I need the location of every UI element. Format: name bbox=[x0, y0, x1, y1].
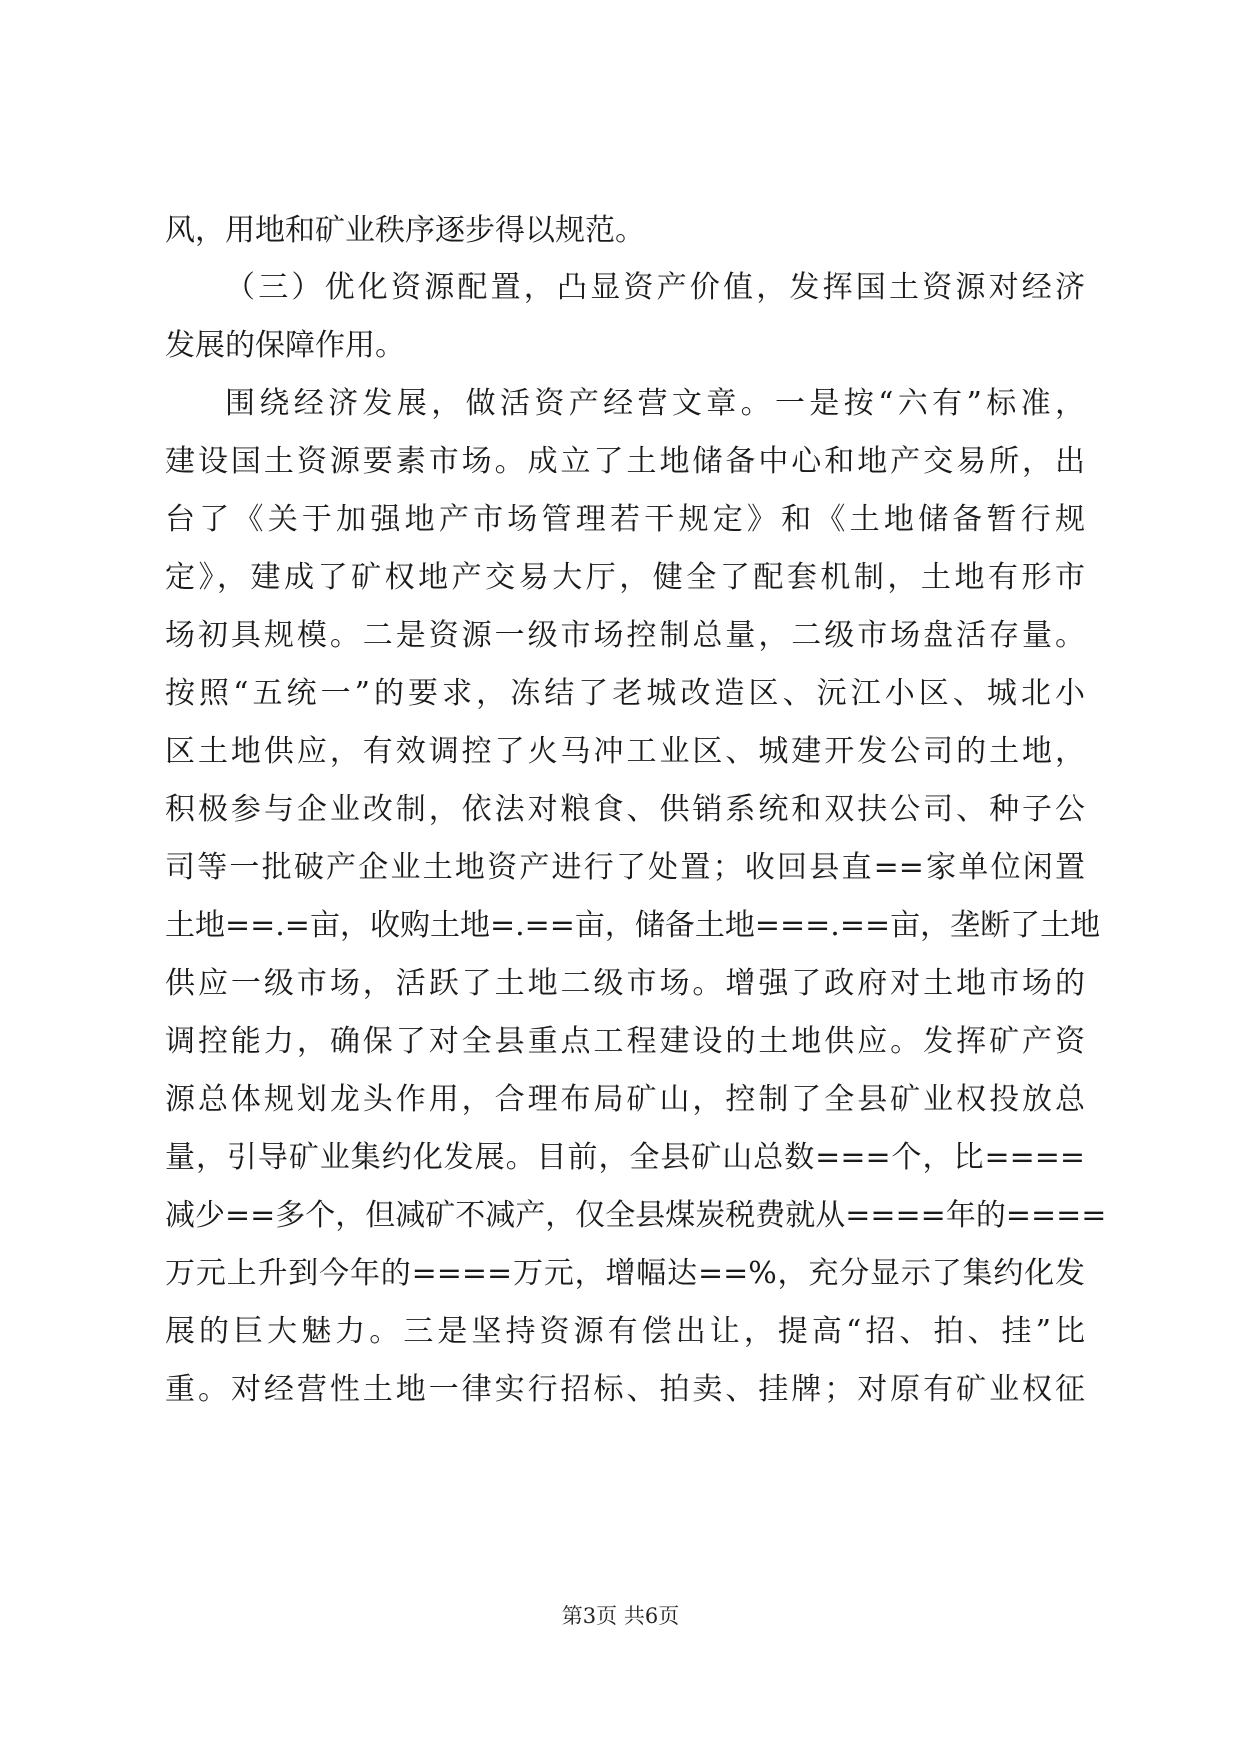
body-text-line: 调控能力，确保了对全县重点工程建设的土地供应。发挥矿产资 bbox=[165, 1024, 1085, 1059]
body-text-line: 建设国土资源要素市场。成立了土地储备中心和地产交易所，出 bbox=[165, 444, 1085, 479]
body-text-line: 按照“五统一”的要求，冻结了老城改造区、沅江小区、城北小 bbox=[165, 676, 1085, 711]
body-text-line: 供应一级市场，活跃了土地二级市场。增强了政府对土地市场的 bbox=[165, 966, 1085, 1001]
body-text-line: 场初具规模。二是资源一级市场控制总量，二级市场盘活存量。 bbox=[165, 618, 1085, 653]
body-text-line: 区土地供应，有效调控了火马冲工业区、城建开发公司的土地， bbox=[165, 734, 1085, 769]
body-text-line: 积极参与企业改制，依法对粮食、供销系统和双扶公司、种子公 bbox=[165, 792, 1085, 827]
body-text-line: 风，用地和矿业秩序逐步得以规范。 bbox=[165, 213, 645, 248]
body-text-line: 土地==.=亩，收购土地=.==亩，储备土地===.==亩，垄断了土地 bbox=[165, 908, 1101, 943]
section-heading-line: （三）优化资源配置，凸显资产价值，发挥国土资源对经济 bbox=[225, 270, 1085, 305]
body-text-line: 减少==多个，但减矿不减产，仅全县煤炭税费就从====年的==== bbox=[165, 1198, 1107, 1233]
body-text-line: 司等一批破产企业土地资产进行了处置；收回县直==家单位闲置 bbox=[165, 850, 1085, 885]
body-text-line: 源总体规划龙头作用，合理布局矿山，控制了全县矿业权投放总 bbox=[165, 1082, 1085, 1117]
body-text-line: 围绕经济发展，做活资产经营文章。一是按“六有”标准， bbox=[225, 386, 1085, 421]
body-text-line: 万元上升到今年的====万元，增幅达==%，充分显示了集约化发 bbox=[165, 1256, 1085, 1291]
page-footer: 第3页 共6页 bbox=[561, 1604, 680, 1628]
body-text-line: 定》，建成了矿权地产交易大厅，健全了配套机制，土地有形市 bbox=[165, 560, 1085, 595]
body-text-line: 量，引导矿业集约化发展。目前，全县矿山总数===个，比==== bbox=[165, 1140, 1085, 1175]
body-text-line: 台了《关于加强地产市场管理若干规定》和《土地储备暂行规 bbox=[165, 502, 1085, 537]
section-heading-line: 发展的保障作用。 bbox=[165, 328, 405, 363]
body-text-line: 重。对经营性土地一律实行招标、拍卖、挂牌；对原有矿业权征 bbox=[165, 1372, 1085, 1407]
body-text-line: 展的巨大魅力。三是坚持资源有偿出让，提高“招、拍、挂”比 bbox=[165, 1314, 1085, 1349]
